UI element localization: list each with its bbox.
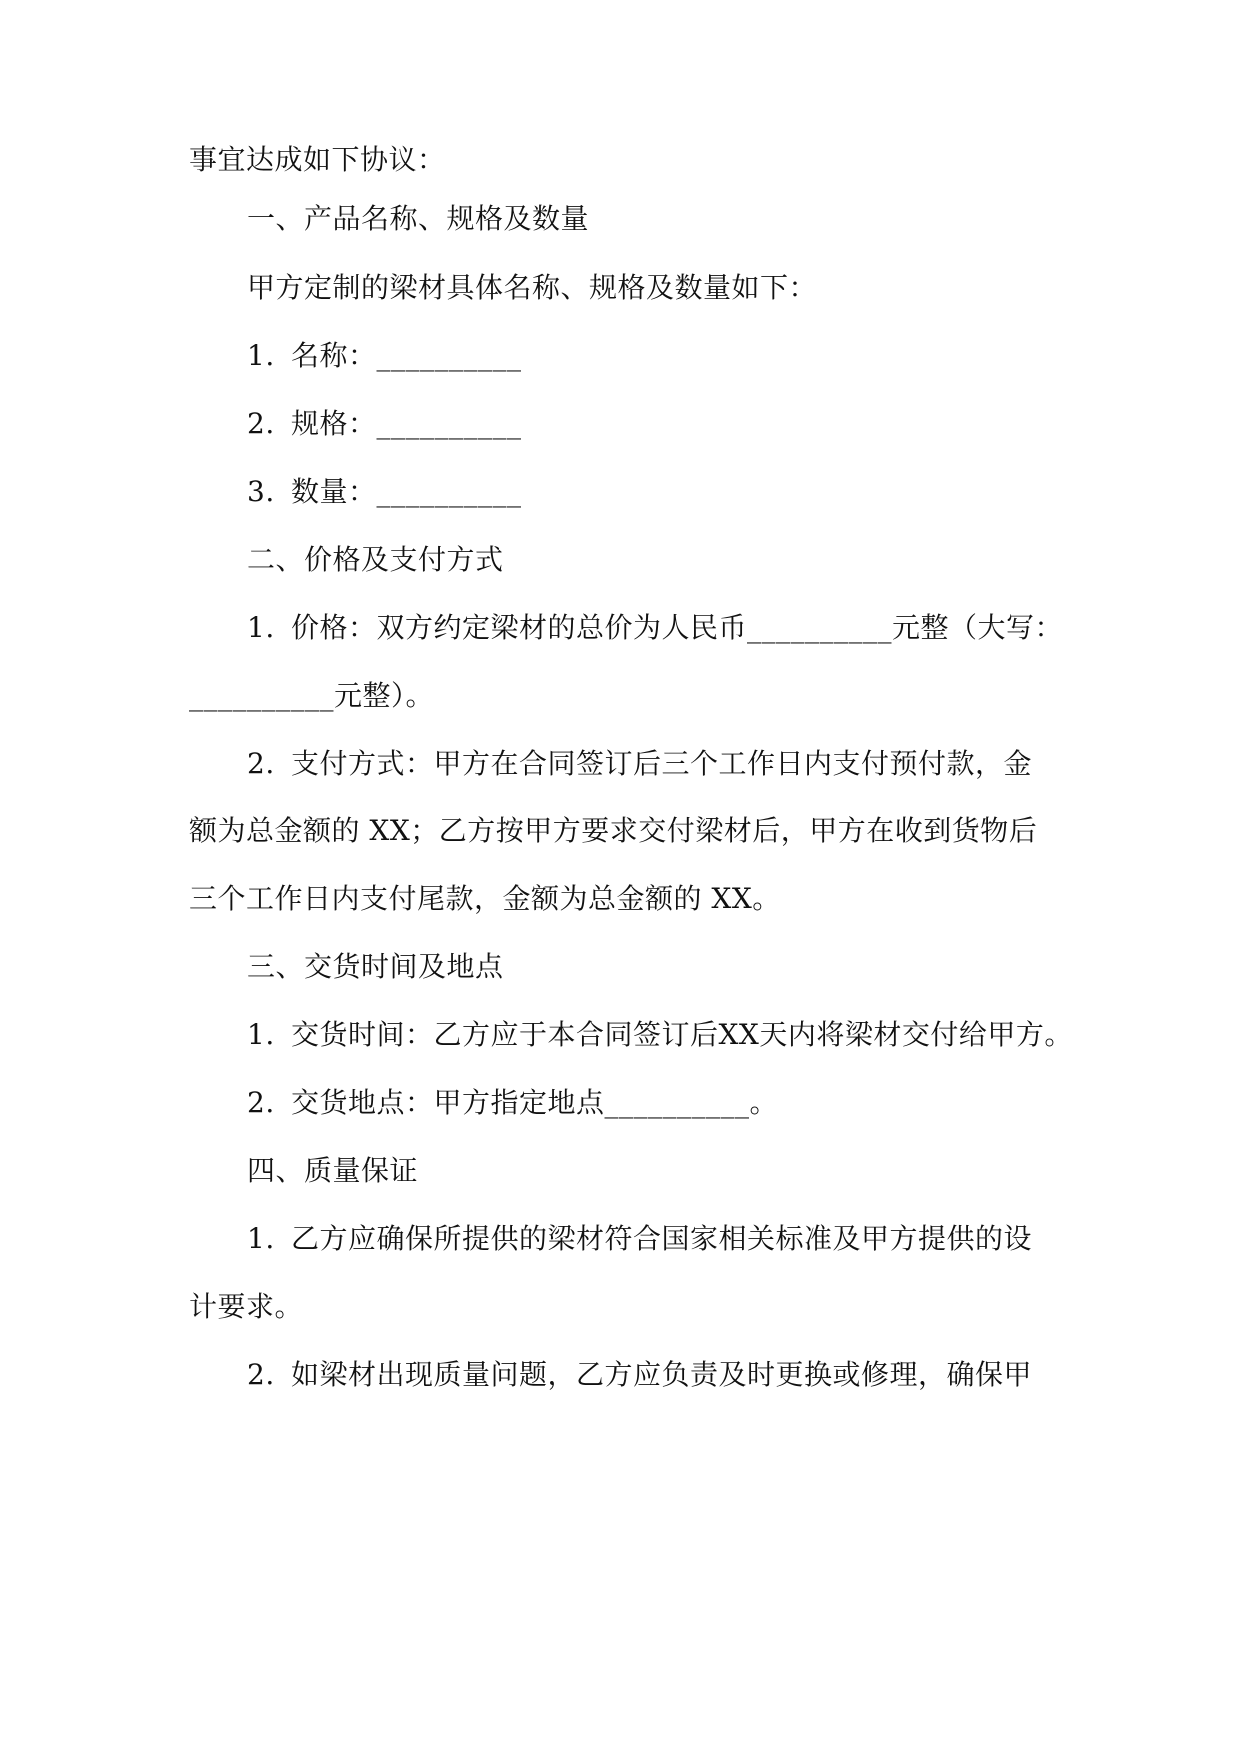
payment-line-1 [247, 744, 1069, 784]
section-1-item-2 [247, 404, 1069, 444]
item-text: 规格：__________ [291, 407, 522, 440]
quality-1-line-1 [247, 1219, 1069, 1259]
item-number: 2. [247, 407, 275, 440]
price-line-2: __________元整）。 [189, 679, 435, 712]
section-1-item-3 [247, 472, 1069, 512]
intro-text: 事宜达成如下协议： [189, 143, 446, 176]
item-number: 1. [247, 1222, 275, 1255]
section-1-lead: 甲方定制的梁材具体名称、规格及数量如下： [247, 271, 818, 304]
quality-2-line-1 [247, 1355, 1069, 1395]
section-3-item-2 [247, 1083, 1069, 1123]
quality-1-line-2: 计要求。 [189, 1290, 304, 1323]
item-text: 交货地点：甲方指定地点__________。 [291, 1086, 779, 1119]
item-text: 名称：__________ [291, 339, 522, 372]
item-text: 价格：双方约定梁材的总价为人民币__________元整（大写： [291, 611, 1064, 644]
section-1-heading: 一、产品名称、规格及数量 [247, 202, 590, 235]
item-text: 支付方式：甲方在合同签订后三个工作日内支付预付款，金 [291, 747, 1033, 780]
section-2-heading: 二、价格及支付方式 [247, 543, 504, 576]
payment-line-3: 三个工作日内支付尾款，金额为总金额的 XX。 [189, 882, 781, 915]
item-number: 1. [247, 1018, 275, 1051]
section-3-item-1 [247, 1015, 1073, 1055]
section-3-heading: 三、交货时间及地点 [247, 950, 504, 983]
section-4-heading: 四、质量保证 [247, 1154, 419, 1187]
section-1-item-1 [247, 336, 1069, 376]
price-line-1 [247, 608, 1069, 648]
item-number: 3. [247, 475, 275, 508]
item-text: 交货时间：乙方应于本合同签订后XX天内将梁材交付给甲方。 [291, 1018, 1073, 1051]
item-text: 乙方应确保所提供的梁材符合国家相关标准及甲方提供的设 [291, 1222, 1033, 1255]
item-number: 2. [247, 747, 275, 780]
payment-line-2: 额为总金额的 XX；乙方按甲方要求交付梁材后，甲方在收到货物后 [189, 814, 1038, 847]
item-text: 如梁材出现质量问题，乙方应负责及时更换或修理，确保甲 [291, 1358, 1033, 1391]
item-number: 2. [247, 1358, 275, 1391]
item-number: 1. [247, 611, 275, 644]
item-text: 数量：__________ [291, 475, 522, 508]
item-number: 1. [247, 339, 275, 372]
item-number: 2. [247, 1086, 275, 1119]
